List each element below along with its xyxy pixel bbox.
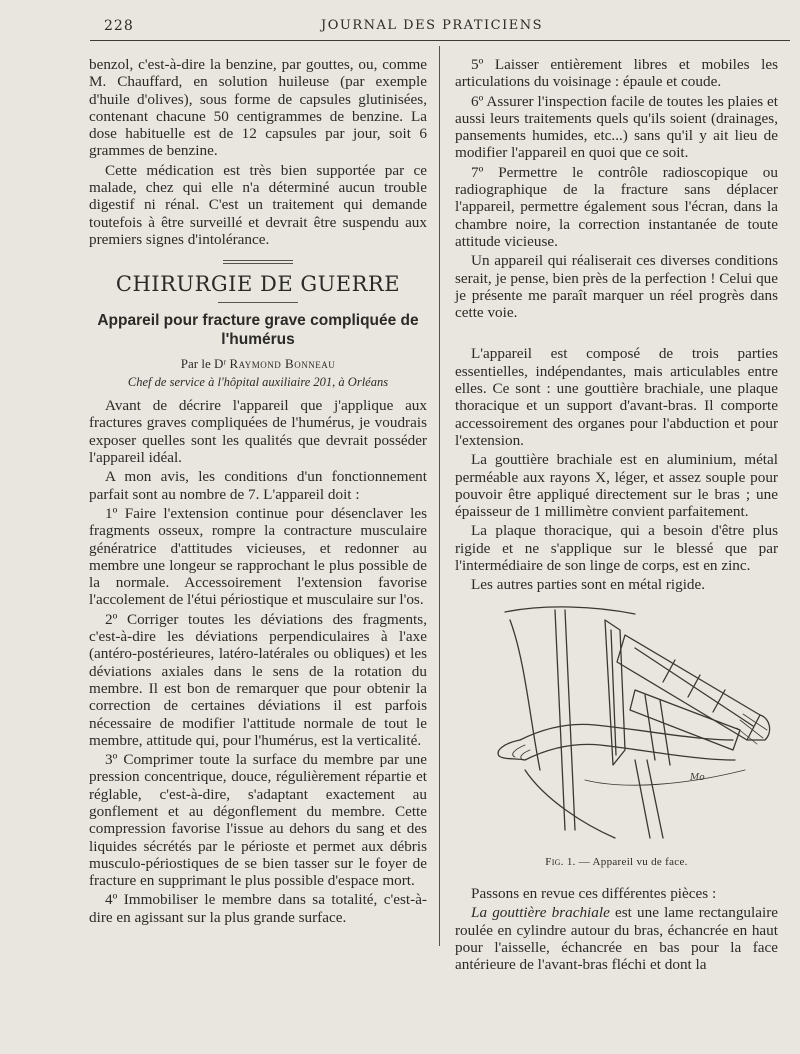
article-title: Appareil pour fracture grave compliquée de l'humérus: [97, 311, 419, 348]
paragraph-avis: A mon avis, les conditions d'un fonctionnement parfait sont au nombre de 7. L'appareil doit :: [89, 468, 427, 503]
paragraph-avant: Avant de décrire l'appareil que j'applique aux fractures graves compliquées de l'humérus, je voudrais exposer quelles sont les qualités que devrait posséder l'appareil idéal.: [89, 397, 427, 467]
byline: [89, 355, 427, 372]
paragraph-gap: [455, 323, 778, 345]
left-column: [89, 56, 427, 928]
column-divider: [439, 46, 440, 946]
condition-6: 6º Assurer l'inspection facile de toutes les plaies et aussi leurs traitements quels qu'ils soient (drainages, pansements humides, etc...) sans qu'il y ait lieu de modifier l'appareil en quoi que ce soit.: [455, 92, 778, 162]
page-number: 228: [104, 18, 134, 34]
condition-7: 7º Permettre le contrôle radioscopique ou radiographique de la fracture sans déplacer l'appareil, permettre également sous l'écran, dans la chambre noire, la correction instantanée de toute attitude vicieuse.: [455, 163, 778, 250]
figure-caption-text: — Appareil vu de face.: [578, 855, 688, 868]
gouttiere-description-text: est une lame rectangulaire roulée en cylindre autour du bras, échancrée en haut pour l'aisselle, échancrée en bas pour la face antérieure de l'avant-bras fléchi et dont la: [455, 904, 779, 974]
paragraph-tolerance: Cette médication est très bien supportée par ce malade, chez qui elle n'a déterminé aucun trouble digestif ni rénal. C'est un traitement qui demande toutefois à être surveillé et devrait être suspendu aux premiers signes d'intolérance.: [89, 161, 427, 248]
section-separator: [223, 260, 293, 264]
paragraph-passons: Passons en revue ces différentes pièces :: [471, 884, 717, 902]
paragraph-gouttiere-description: [455, 904, 778, 973]
figure-caption: [455, 854, 778, 871]
header-rule: [90, 40, 790, 41]
paragraph-autres: Les autres parties sont en métal rigide.: [471, 576, 706, 594]
figure-1: [455, 600, 778, 850]
figure-label: Fig. 1.: [545, 855, 576, 868]
title-rule: [218, 302, 298, 303]
arm-apparatus-illustration: [485, 600, 785, 845]
condition-3: 3º Comprimer toute la surface du membre par une pression concentrique, douce, régulièrement répartie et réglable, c'est-à-dire, s'adaptant exactement au gonflement et au dégonflement du membre. Cette compression favorise l'issue au dehors du sang et des liquides sécrétés par le périoste et permet aux débris musculo-périostiques de se bien tasser sur le foyer de fracture en supprimant le plus possible d'espace mort.: [89, 751, 427, 890]
paragraph-ideal: Un appareil qui réaliserait ces diverses conditions serait, je pense, bien près de la perfection ! Celui que je présente me paraît marquer un réel progrès dans cette voie.: [455, 252, 778, 322]
running-head: [84, 16, 780, 38]
condition-2: 2º Corriger toutes les déviations des fragments, c'est-à-dire les déviations perpendiculaires à l'axe (antéro-postérieures, latéro-latérales ou obliques) et les déviations axiales dans le sens de la rotation du membre. Il est bon de remarquer que pour obtenir la correction de certaines déviations il est parfois nécessaire de modifier l'attitude normale de tout le membre, attitude qui, pour l'humérus, est la verticalité.: [89, 610, 427, 749]
condition-1: 1º Faire l'extension continue pour désenclaver les fragments osseux, rompre la contracture musculaire génératrice d'attitudes vicieuses, et redonner au membre une longeur se rapprochant le plus possible de la normale. Accessoirement l'extension favorise l'accolement de l'étui périostique et musculaire sur l'os.: [89, 504, 427, 609]
byline-prefix: Par le Dʳ: [180, 355, 227, 371]
condition-4: 4º Immobiliser le membre dans sa totalité, c'est-à-dire en agissant sur la plus grande surface.: [89, 891, 427, 926]
paragraph-plaque: La plaque thoracique, qui a besoin d'être plus rigide et ne s'applique sur le blessé que par l'intermédiaire de son linge de corps, est en zinc.: [455, 522, 778, 575]
paragraph-compose: L'appareil est composé de trois parties essentielles, indépendantes, mais articulables entre elles. Ce sont : une gouttière brachiale, une plaque thoracique et un support d'avant-bras. Il comporte accessoirement des organes pour l'abduction et pour l'extension.: [455, 345, 778, 449]
paragraph-gouttiere: La gouttière brachiale est en aluminium, métal perméable aux rayons X, léger, et assez souple pour pouvoir être appliqué directement sur le bras ; une épaisseur de 1 millimètre convient parfaitement.: [455, 451, 778, 521]
condition-5: 5º Laisser entièrement libres et mobiles les articulations du voisinage : épaule et coude.: [455, 56, 778, 91]
journal-title: JOURNAL DES PRATICIENS: [321, 18, 543, 33]
term-gouttiere: La gouttière brachiale: [471, 904, 610, 922]
right-column: [455, 56, 778, 975]
author-name: Raymond Bonneau: [229, 355, 336, 371]
section-title: CHIRURGIE DE GUERRE: [115, 272, 401, 297]
author-affiliation: Chef de service à l'hôpital auxiliaire 201, à Orléans: [127, 374, 389, 389]
paragraph-intro: benzol, c'est-à-dire la benzine, par gouttes, ou, comme M. Chauffard, en solution huileuse (par exemple d'huile d'olives), sous forme de capsules glutinisées, contenant chacune 50 centigrammes de benzine. La dose habituelle est de 12 capsules par jour, soit 6 grammes de benzine.: [89, 56, 427, 160]
illustrator-signature: Mo: [690, 772, 705, 783]
